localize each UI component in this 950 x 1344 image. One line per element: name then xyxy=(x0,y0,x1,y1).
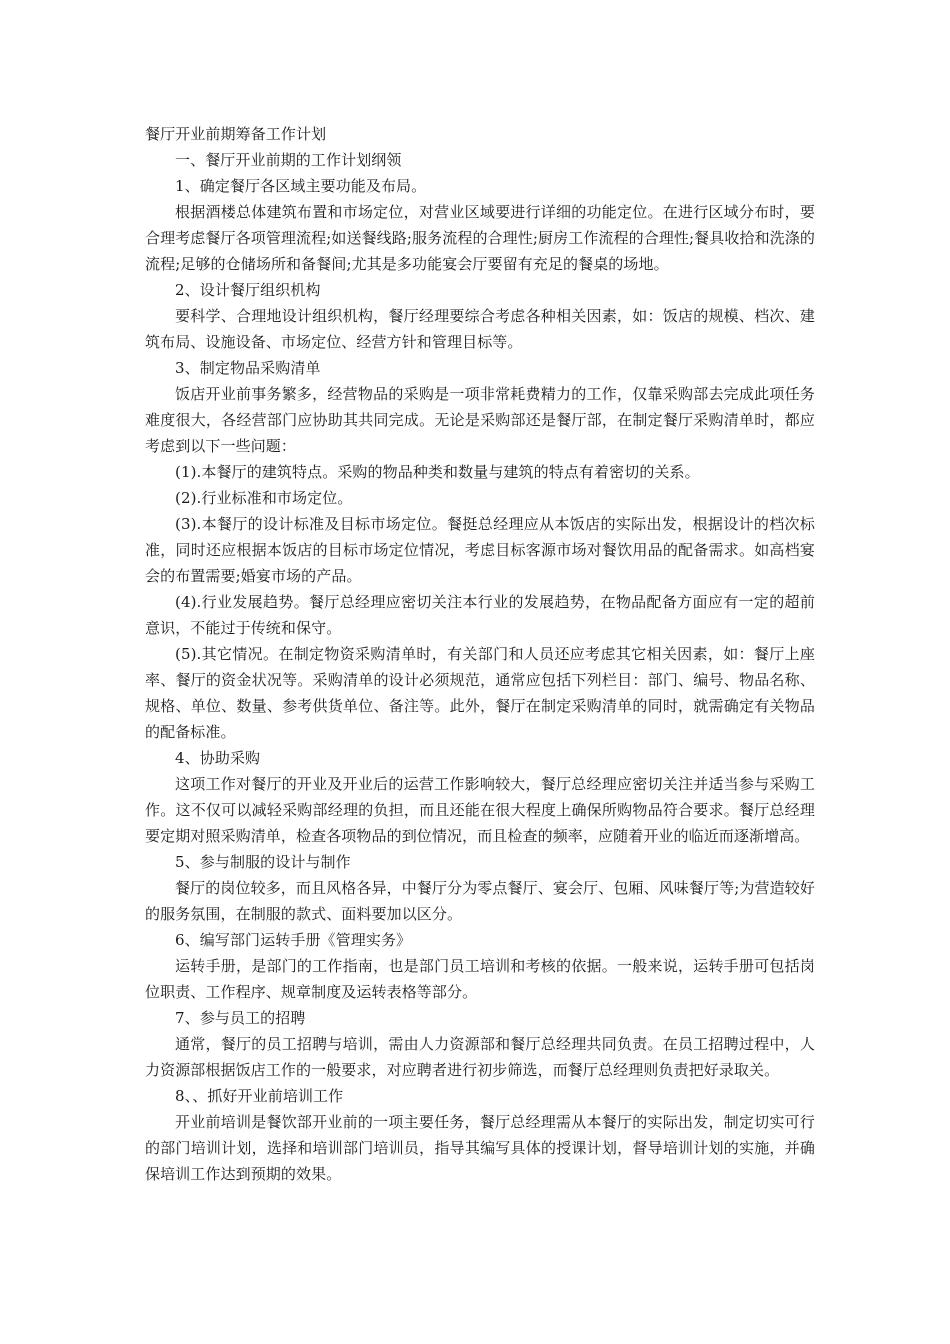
item-heading: 5、参与制服的设计与制作 xyxy=(175,853,351,871)
item-heading: 3、制定物品采购清单 xyxy=(175,359,321,377)
body-paragraph: 运转手册，是部门的工作指南，也是部门员工培训和考核的依据。一般来说，运转手册可包括岗位职责、工作程序、规章制度及运转表格等部分。 xyxy=(145,957,815,1001)
item-heading: 6、编写部门运转手册《管理实务》 xyxy=(175,931,412,949)
body-paragraph: 开业前培训是餐饮部开业前的一项主要任务，餐厅总经理需从本餐厅的实际出发，制定切实可行的部门培训计划，选择和培训部门培训员，指导其编写具体的授课计划，督导培训计划的实施，并确保培训工作达到预期的效果。 xyxy=(145,1113,815,1183)
body-paragraph: 饭店开业前事务繁多，经营物品的采购是一项非常耗费精力的工作，仅靠采购部去完成此项任务难度很大，各经营部门应协助其共同完成。无论是采购部还是餐厅部，在制定餐厅采购清单时，都应考虑到以下一些问题： xyxy=(145,385,815,455)
item-heading: 7、参与员工的招聘 xyxy=(175,1009,306,1027)
item-heading: 1、确定餐厅各区域主要功能及布局。 xyxy=(175,177,427,195)
list-point: (5).其它情况。在制定物资采购清单时，有关部门和人员还应考虑其它相关因素，如：餐厅上座率、餐厅的资金状况等。采购清单的设计必须规范，通常应包括下列栏目：部门、编号、物品名称、规格、单位、数量、参考供货单位、备注等。此外，餐厅在制定采购清单的同时，就需确定有关物品的配备标准。 xyxy=(145,645,815,741)
body-paragraph: 这项工作对餐厅的开业及开业后的运营工作影响较大，餐厅总经理应密切关注并适当参与采购工作。这不仅可以减轻采购部经理的负担，而且还能在很大程度上确保所购物品符合要求。餐厅总经理要定期对照采购清单，检查各项物品的到位情况，而且检查的频率，应随着开业的临近而逐渐增高。 xyxy=(145,775,815,845)
list-point: (4).行业发展趋势。餐厅总经理应密切关注本行业的发展趋势，在物品配备方面应有一定的超前意识，不能过于传统和保守。 xyxy=(145,593,815,637)
body-paragraph: 餐厅的岗位较多，而且风格各异，中餐厅分为零点餐厅、宴会厅、包厢、风味餐厅等;为营造较好的服务氛围，在制服的款式、面料要加以区分。 xyxy=(145,879,815,923)
item-heading: 4、协助采购 xyxy=(175,749,261,767)
list-point: (2).行业标准和市场定位。 xyxy=(175,489,353,507)
section-heading: 一、餐厅开业前期的工作计划纲领 xyxy=(175,151,402,169)
body-paragraph: 通常，餐厅的员工招聘与培训，需由人力资源部和餐厅总经理共同负责。在员工招聘过程中，人力资源部根据饭店工作的一般要求，对应聘者进行初步筛选，而餐厅总经理则负责把好录取关。 xyxy=(145,1035,815,1079)
document-title: 餐厅开业前期筹备工作计划 xyxy=(145,125,327,143)
body-paragraph: 要科学、合理地设计组织机构，餐厅经理要综合考虑各种相关因素，如：饭店的规模、档次、建筑布局、设施设备、市场定位、经营方针和管理目标等。 xyxy=(145,307,815,351)
document-body xyxy=(145,121,815,1187)
item-heading: 2、设计餐厅组织机构 xyxy=(175,281,321,299)
list-point: (1).本餐厅的建筑特点。采购的物品种类和数量与建筑的特点有着密切的关系。 xyxy=(175,463,700,481)
item-heading: 8、、抓好开业前培训工作 xyxy=(175,1087,344,1105)
list-point: (3).本餐厅的设计标准及目标市场定位。餐挺总经理应从本饭店的实际出发，根据设计的档次标准，同时还应根据本饭店的目标市场定位情况，考虑目标客源市场对餐饮用品的配备需求。如高档宴会的布置需要;婚宴市场的产品。 xyxy=(145,515,815,585)
body-paragraph: 根据酒楼总体建筑布置和市场定位，对营业区域要进行详细的功能定位。在进行区域分布时，要合理考虑餐厅各项管理流程;如送餐线路;服务流程的合理性;厨房工作流程的合理性;餐具收拾和洗涤的流程;足够的仓储场所和备餐间;尤其是多功能宴会厅要留有充足的餐桌的场地。 xyxy=(145,203,815,273)
